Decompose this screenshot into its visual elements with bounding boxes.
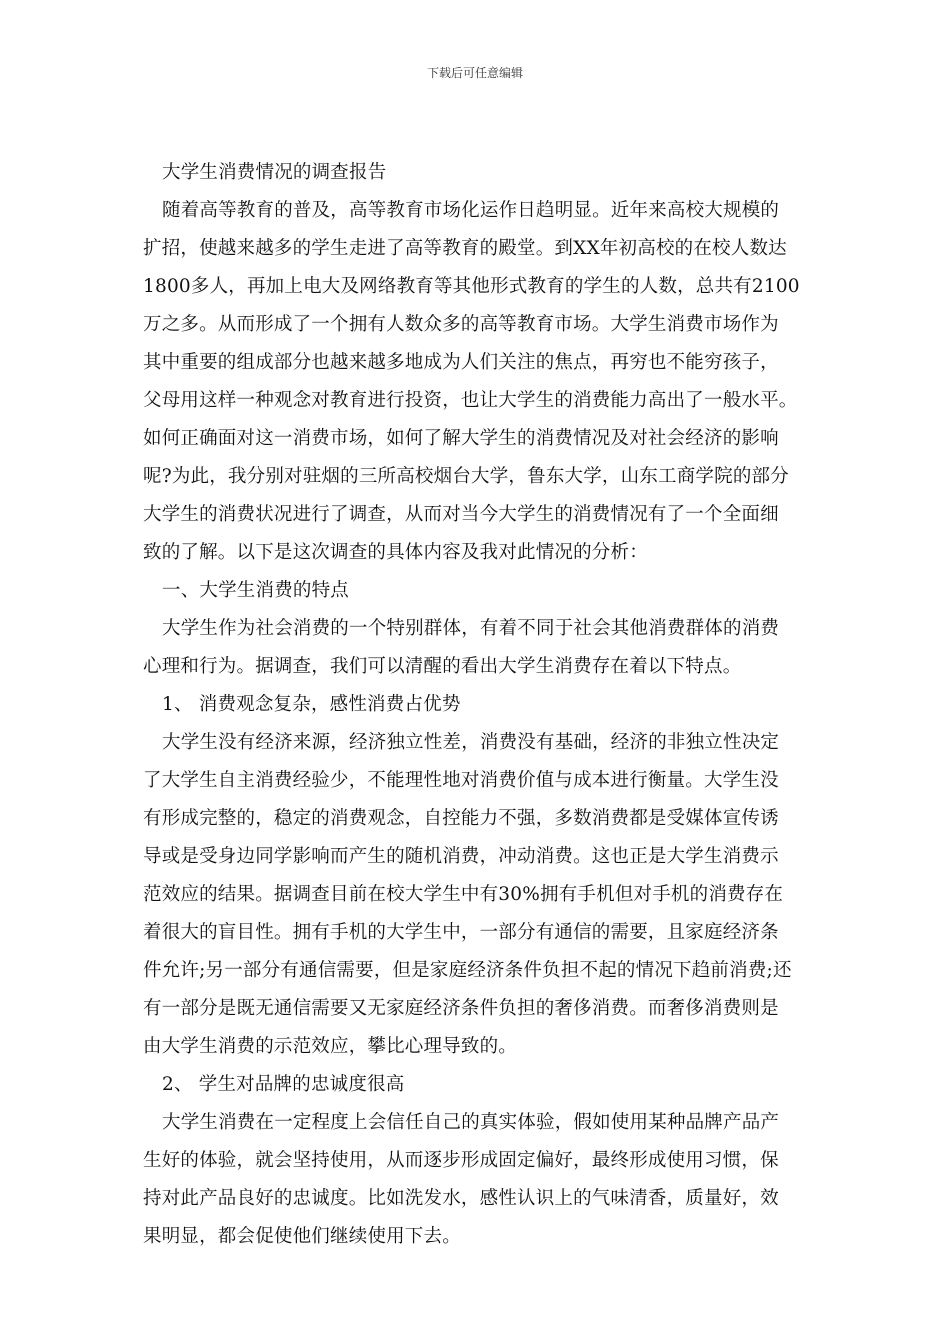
text-line: 扩招，使越来越多的学生走进了高等教育的殿堂。到XX年初高校的在校人数达 <box>143 238 787 259</box>
text-line: 件允许;另一部分有通信需要，但是家庭经济条件负担不起的情况下趋前消费;还 <box>143 960 792 981</box>
page-header-note: 下载后可任意编辑 <box>426 66 523 80</box>
text-line: 有一部分是既无通信需要又无家庭经济条件负担的奢侈消费。而奢侈消费则是 <box>143 998 779 1019</box>
text-line: 呢?为此，我分别对驻烟的三所高校烟台大学，鲁东大学，山东工商学院的部分 <box>143 466 789 487</box>
section-heading: 一、大学生消费的特点 <box>162 580 350 601</box>
item-heading: 1、 消费观念复杂，感性消费占优势 <box>162 694 461 715</box>
document-body <box>143 154 813 1256</box>
document-title: 大学生消费情况的调查报告 <box>162 162 387 183</box>
text-line: 心理和行为。据调查，我们可以清醒的看出大学生消费存在着以下特点。 <box>143 656 742 677</box>
text-line: 果明显，都会促使他们继续使用下去。 <box>143 1226 461 1247</box>
text-line: 生好的体验，就会坚持使用，从而逐步形成固定偏好，最终形成使用习惯，保 <box>143 1150 779 1171</box>
item2-paragraph <box>143 1104 813 1256</box>
text-line: 大学生的消费状况进行了调查，从而对当今大学生的消费情况有了一个全面细 <box>143 504 779 525</box>
text-line: 随着高等教育的普及，高等教育市场化运作日趋明显。近年来高校大规模的 <box>162 200 780 221</box>
text-line: 持对此产品良好的忠诚度。比如洗发水，感性认识上的气味清香，质量好，效 <box>143 1188 779 1209</box>
text-line: 导或是受身边同学影响而产生的随机消费，冲动消费。这也正是大学生消费示 <box>143 846 779 867</box>
text-line: 其中重要的组成部分也越来越多地成为人们关注的焦点，再穷也不能穷孩子， <box>143 352 779 373</box>
section1-paragraph <box>143 610 813 686</box>
text-line: 大学生消费在一定程度上会信任自己的真实体验，假如使用某种品牌产品产 <box>162 1112 780 1133</box>
text-line: 如何正确面对这一消费市场，如何了解大学生的消费情况及对社会经济的影响 <box>143 428 779 449</box>
text-line: 了大学生自主消费经验少，不能理性地对消费价值与成本进行衡量。大学生没 <box>143 770 779 791</box>
text-line: 致的了解。以下是这次调查的具体内容及我对此情况的分析： <box>143 542 648 563</box>
text-line: 范效应的结果。据调查目前在校大学生中有30%拥有手机但对手机的消费存在 <box>143 884 784 905</box>
item1-paragraph <box>143 724 813 1066</box>
text-line: 由大学生消费的示范效应，攀比心理导致的。 <box>143 1036 518 1057</box>
item-heading: 2、 学生对品牌的忠诚度很高 <box>162 1074 405 1095</box>
text-line: 1800多人，再加上电大及网络教育等其他形式教育的学生的人数，总共有2100 <box>143 276 800 297</box>
text-line: 大学生作为社会消费的一个特别群体，有着不同于社会其他消费群体的消费 <box>162 618 780 639</box>
text-line: 大学生没有经济来源，经济独立性差，消费没有基础，经济的非独立性决定 <box>162 732 780 753</box>
text-line: 父母用这样一种观念对教育进行投资，也让大学生的消费能力高出了一般水平。 <box>143 390 798 411</box>
text-line: 有形成完整的，稳定的消费观念，自控能力不强，多数消费都是受媒体宣传诱 <box>143 808 779 829</box>
intro-paragraph <box>143 192 813 572</box>
text-line: 着很大的盲目性。拥有手机的大学生中，一部分有通信的需要，且家庭经济条 <box>143 922 779 943</box>
text-line: 万之多。从而形成了一个拥有人数众多的高等教育市场。大学生消费市场作为 <box>143 314 779 335</box>
